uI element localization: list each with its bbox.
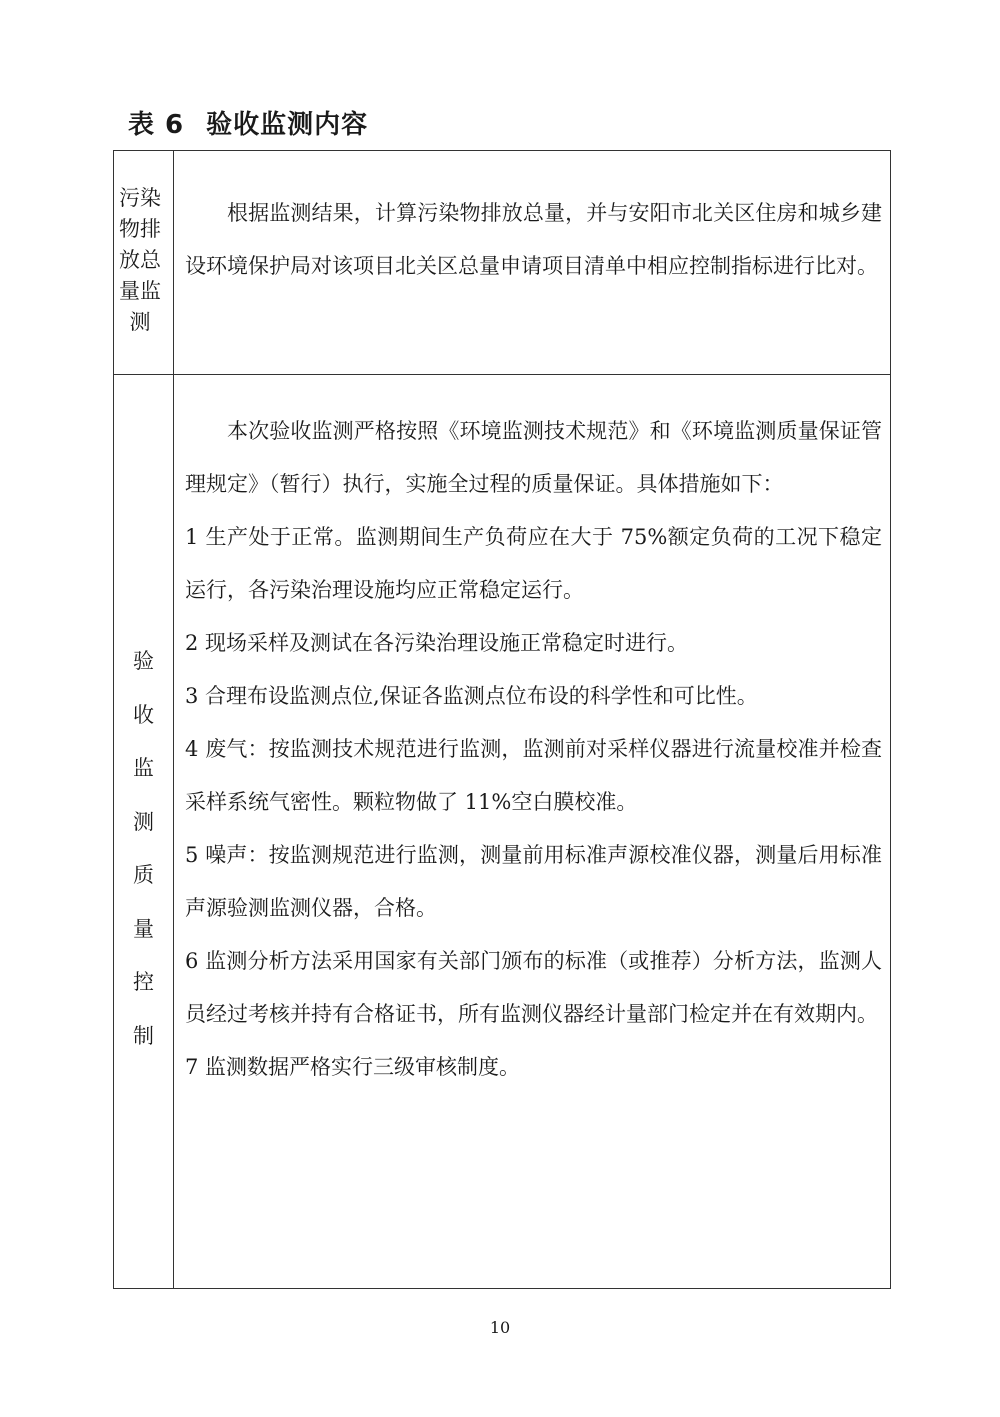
monitoring-content-table [113,150,891,1289]
page-number: 10 [489,1318,511,1337]
list-item: 6 监测分析方法采用国家有关部门颁布的标准（或推荐）分析方法，监测人员经过考核并持有合格证书，所有监测仪器经计量部门检定并在有效期内。 [185,949,882,1026]
paragraph: 根据监测结果，计算污染物排放总量，并与安阳市北关区住房和城乡建设环境保护局对该项目北关区总量申请项目清单中相应控制指标进行比对。 [185,201,882,278]
intro-paragraph: 本次验收监测严格按照《环境监测技术规范》和《环境监测质量保证管理规定》（暂行）执行，实施全过程的质量保证。具体措施如下： [185,419,882,496]
row-content-cell [174,151,890,374]
list-item: 4 废气：按监测技术规范进行监测，监测前对采样仪器进行流量校准并检查采样系统气密性。颗粒物做了 11%空白膜校准。 [185,737,882,814]
page-title [128,104,368,141]
row-label: 污染物排放总量监测 [119,186,161,334]
list-item: 3 合理布设监测点位,保证各监测点位布设的科学性和可比性。 [185,684,758,708]
table-number: 表 6 [128,110,185,140]
list-item: 2 现场采样及测试在各污染治理设施正常稳定时进行。 [185,631,689,655]
list-item: 5 噪声：按监测规范进行监测，测量前用标准声源校准仪器，测量后用标准声源验测监测仪器，合格。 [185,843,882,920]
table-title: 验收监测内容 [206,110,369,140]
table-row-quality-control [114,375,890,1288]
table-row-total-emission [114,151,890,375]
list-item: 1 生产处于正常。监测期间生产负荷应在大于 75%额定负荷的工况下稳定运行，各污染治理设施均应正常稳定运行。 [185,525,882,602]
row-label-cell [114,151,174,374]
row-label: 验收监测质量控制 [133,649,154,1048]
row-label-cell [114,375,174,1288]
row-content-cell [174,375,890,1288]
list-item: 7 监测数据严格实行三级审核制度。 [185,1055,521,1079]
